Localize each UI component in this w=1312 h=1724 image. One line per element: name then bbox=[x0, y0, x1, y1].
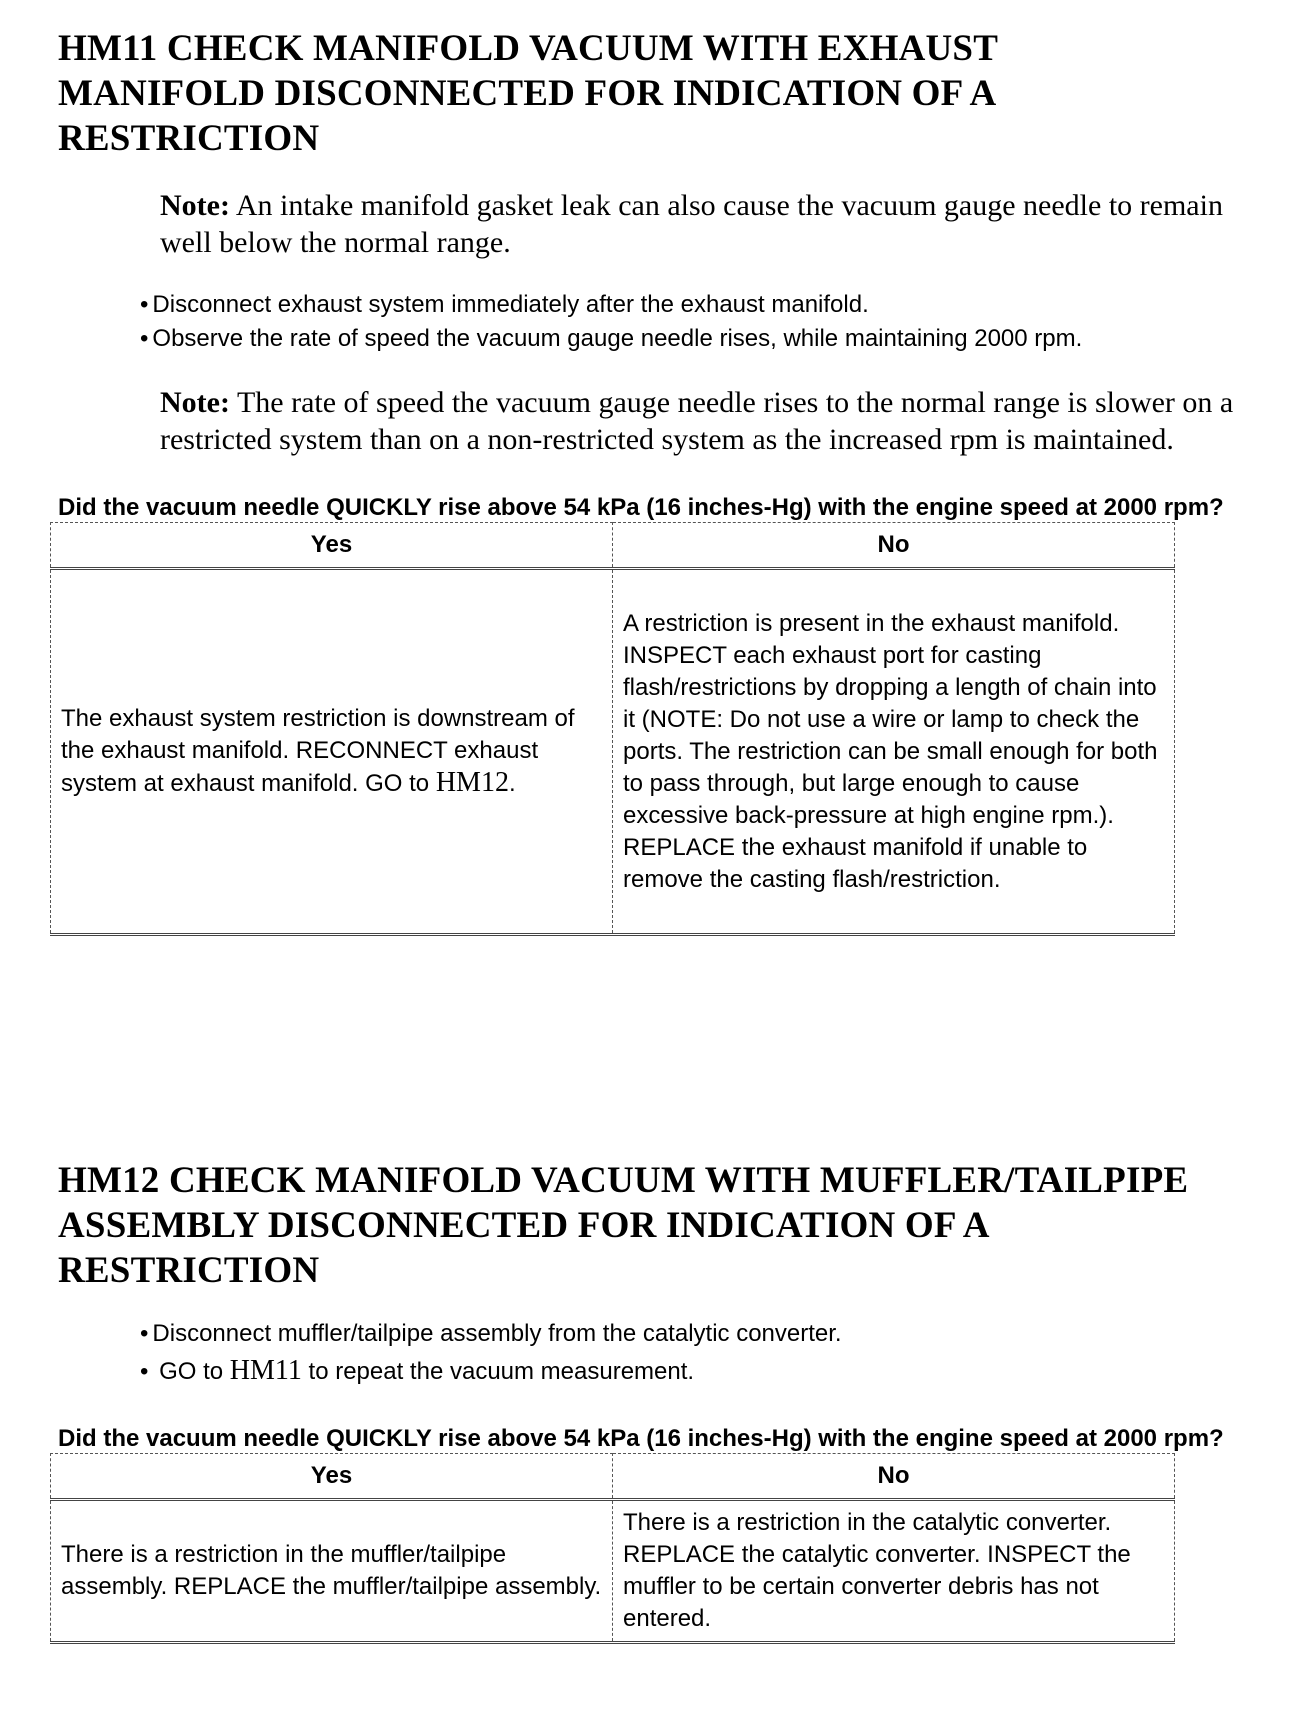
hm11-note-2 bbox=[160, 384, 1255, 458]
hm12-decision-table bbox=[50, 1453, 1175, 1644]
hm11-heading: HM11 CHECK MANIFOLD VACUUM WITH EXHAUST MANIFOLD DISCONNECTED FOR INDICATION OF A RESTRICTION bbox=[58, 28, 998, 159]
no-cell bbox=[613, 569, 1175, 935]
hm11-note-1 bbox=[160, 187, 1255, 261]
note-label: Note: bbox=[160, 386, 230, 419]
hm11-section bbox=[58, 26, 1258, 936]
note-text: An intake manifold gasket leak can also cause the vacuum gauge needle to remain well below the normal range. bbox=[160, 189, 1223, 259]
hm12-bullet-list bbox=[140, 1315, 1258, 1390]
no-header: No bbox=[613, 1454, 1175, 1500]
yes-text: The exhaust system restriction is downstream of the exhaust manifold. RECONNECT exhaust system at exhaust manifold. GO to bbox=[61, 705, 575, 797]
hm11-question: Did the vacuum needle QUICKLY rise above 54 kPa (16 inches-Hg) with the engine speed at 2000 rpm? bbox=[58, 494, 1224, 521]
bullet-pre: GO to bbox=[159, 1358, 224, 1385]
yes-text: There is a restriction in the muffler/tailpipe assembly. REPLACE the muffler/tailpipe assembly. bbox=[61, 1541, 602, 1600]
yes-tail: . bbox=[508, 770, 516, 797]
hm12-heading: HM12 CHECK MANIFOLD VACUUM WITH MUFFLER/TAILPIPE ASSEMBLY DISCONNECTED FOR INDICATION OF A RESTRICTION bbox=[58, 1160, 1189, 1291]
list-item: • Observe the rate of speed the vacuum gauge needle rises, while maintaining 2000 rpm. bbox=[140, 322, 1258, 356]
no-header: No bbox=[613, 523, 1175, 569]
yes-header: Yes bbox=[51, 1454, 613, 1500]
yes-header: Yes bbox=[51, 523, 613, 569]
bullet-post: to repeat the vacuum measurement. bbox=[308, 1358, 695, 1385]
hm11-decision-table bbox=[50, 522, 1175, 936]
no-text: There is a restriction in the catalytic converter. REPLACE the catalytic converter. INSPECT the muffler to be certain converter debris has not entered. bbox=[623, 1509, 1131, 1632]
no-text: A restriction is present in the exhaust manifold. INSPECT each exhaust port for casting flash/restrictions by dropping a length of chain into it (NOTE: Do not use a wire or lamp to check the ports. The restriction can be small enough for both to pass through, but large enough to cause excessive back-pressure at high engine rpm.). REPLACE the exhaust manifold if unable to remove the casting flash/restriction. bbox=[623, 609, 1158, 893]
list-item: • Disconnect muffler/tailpipe assembly from the catalytic converter. bbox=[140, 1315, 1258, 1352]
hm12-link[interactable]: HM12 bbox=[435, 767, 509, 798]
hm12-section bbox=[58, 1158, 1258, 1644]
hm11-bullet-list bbox=[140, 288, 1258, 356]
list-item bbox=[140, 1352, 1258, 1390]
list-item: • Disconnect exhaust system immediately after the exhaust manifold. bbox=[140, 288, 1258, 322]
no-cell bbox=[613, 1500, 1175, 1643]
hm11-link[interactable]: HM11 bbox=[229, 1355, 302, 1386]
hm12-question: Did the vacuum needle QUICKLY rise above 54 kPa (16 inches-Hg) with the engine speed at 2000 rpm? bbox=[58, 1425, 1224, 1452]
note-text: The rate of speed the vacuum gauge needle rises to the normal range is slower on a restricted system than on a non-restricted system as the increased rpm is maintained. bbox=[160, 386, 1234, 456]
note-label: Note: bbox=[160, 189, 230, 222]
yes-cell bbox=[51, 1500, 613, 1643]
yes-cell bbox=[51, 569, 613, 935]
